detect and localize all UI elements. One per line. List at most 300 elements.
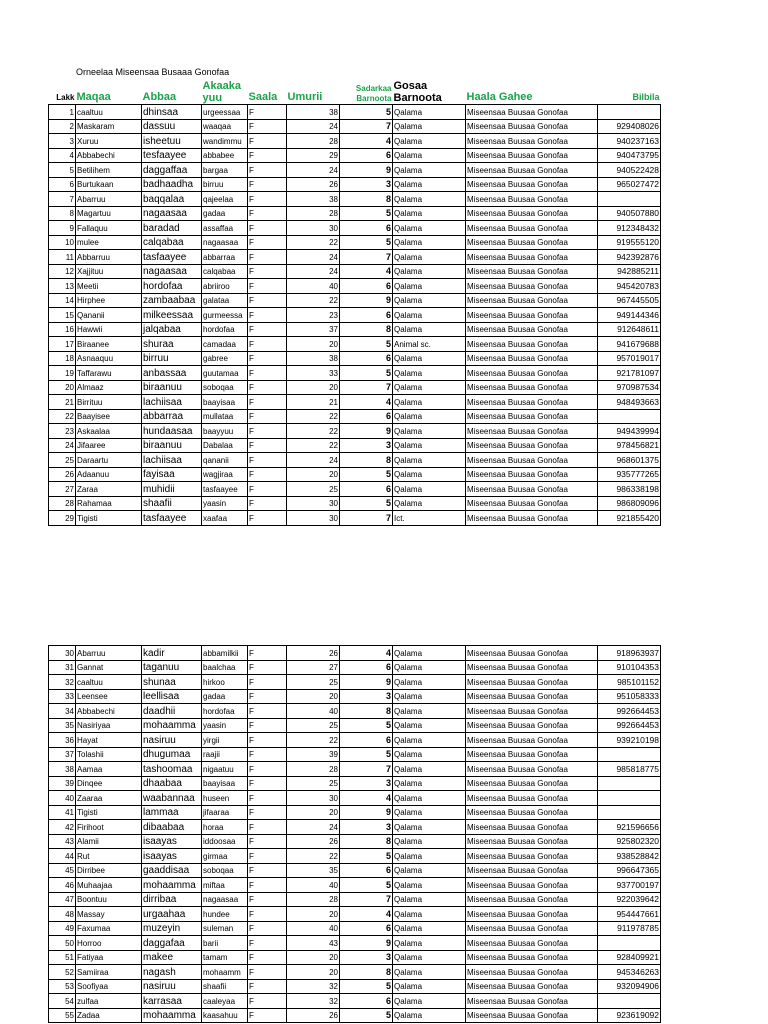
cell-name: Alamii — [76, 834, 142, 849]
cell-grandfather-name: guutamaa — [202, 366, 248, 381]
cell-age: 40 — [287, 279, 340, 294]
cell-education-type: Qalama — [393, 279, 466, 294]
cell-phone-number — [598, 805, 661, 820]
cell-phone-number: 967445505 — [598, 293, 661, 308]
cell-education-type: Qalama — [393, 878, 466, 893]
cell-sex: F — [248, 409, 287, 424]
cell-phone-number: 970987534 — [598, 380, 661, 395]
cell-phone-number: 925802320 — [598, 834, 661, 849]
cell-phone-number: 940522428 — [598, 163, 661, 178]
cell-membership-status: Miseensaa Buusaa Gonofaa — [466, 134, 598, 149]
cell-grandfather-name: raajii — [202, 747, 248, 762]
cell-membership-status: Miseensaa Buusaa Gonofaa — [466, 863, 598, 878]
table-row — [49, 322, 661, 337]
table-row — [49, 279, 661, 294]
cell-grandfather-name: abbarraa — [202, 250, 248, 265]
cell-sex: F — [248, 482, 287, 497]
table-row — [49, 834, 661, 849]
cell-age: 26 — [287, 834, 340, 849]
cell-age: 24 — [287, 163, 340, 178]
cell-grandfather-name: Dabalaa — [202, 438, 248, 453]
header-akaaka: Akaaka yuu — [202, 80, 242, 104]
cell-phone-number: 945420783 — [598, 279, 661, 294]
cell-sex: F — [248, 105, 287, 120]
cell-grandfather-name: soboqaa — [202, 863, 248, 878]
cell-name: Firihoot — [76, 820, 142, 835]
cell-sex: F — [248, 718, 287, 733]
cell-phone-number: 923619092 — [598, 1008, 661, 1023]
cell-phone-number: 954447661 — [598, 907, 661, 922]
cell-membership-status: Miseensaa Buusaa Gonofaa — [466, 177, 598, 192]
cell-name: Betilihem — [76, 163, 142, 178]
header-umurii: Umurii — [287, 91, 323, 103]
cell-phone-number: 949144346 — [598, 308, 661, 323]
cell-phone-number — [598, 409, 661, 424]
cell-father-name: dhugumaa — [142, 747, 202, 762]
cell-name: Biraanee — [76, 337, 142, 352]
cell-grade-level: 6 — [340, 994, 393, 1009]
cell-grandfather-name: nagaasaa — [202, 892, 248, 907]
cell-row-number: 39 — [49, 776, 76, 791]
cell-sex: F — [248, 293, 287, 308]
cell-name: Tigisti — [76, 511, 142, 526]
cell-row-number: 45 — [49, 863, 76, 878]
cell-grade-level: 4 — [340, 791, 393, 806]
table-row — [49, 163, 661, 178]
cell-name: Nasiriyaa — [76, 718, 142, 733]
cell-name: Rut — [76, 849, 142, 864]
cell-row-number: 11 — [49, 250, 76, 265]
cell-membership-status: Miseensaa Buusaa Gonofaa — [466, 834, 598, 849]
cell-father-name: lammaa — [142, 805, 202, 820]
cell-sex: F — [248, 163, 287, 178]
cell-education-type: Qalama — [393, 148, 466, 163]
cell-row-number: 31 — [49, 660, 76, 675]
cell-grandfather-name: tamam — [202, 950, 248, 965]
cell-father-name: isheetuu — [142, 134, 202, 149]
table-row — [49, 950, 661, 965]
cell-grade-level: 5 — [340, 878, 393, 893]
table-row — [49, 482, 661, 497]
table-row — [49, 235, 661, 250]
cell-sex: F — [248, 380, 287, 395]
cell-grandfather-name: yaasin — [202, 718, 248, 733]
table-row — [49, 105, 661, 120]
cell-father-name: tesfaayee — [142, 148, 202, 163]
cell-grandfather-name: suleman — [202, 921, 248, 936]
cell-father-name: tasfaayee — [142, 511, 202, 526]
table-row — [49, 762, 661, 777]
cell-grandfather-name: hordofaa — [202, 704, 248, 719]
table-row — [49, 646, 661, 661]
cell-age: 20 — [287, 805, 340, 820]
cell-education-type: Ict. — [393, 511, 466, 526]
cell-age: 22 — [287, 409, 340, 424]
cell-sex: F — [248, 192, 287, 207]
cell-age: 28 — [287, 892, 340, 907]
table-row — [49, 878, 661, 893]
cell-father-name: shaafii — [142, 496, 202, 511]
cell-name: Hawwii — [76, 322, 142, 337]
cell-name: Horroo — [76, 936, 142, 951]
document-title: Orneelaa Miseensaa Busaaa Gonofaa — [76, 67, 230, 77]
cell-father-name: dhinsaa — [142, 105, 202, 120]
cell-education-type: Qalama — [393, 762, 466, 777]
cell-row-number: 43 — [49, 834, 76, 849]
cell-grandfather-name: kaasahuu — [202, 1008, 248, 1023]
cell-education-type: Qalama — [393, 907, 466, 922]
cell-education-type: Qalama — [393, 675, 466, 690]
cell-name: Askaalaa — [76, 424, 142, 439]
cell-row-number: 16 — [49, 322, 76, 337]
cell-phone-number: 985101152 — [598, 675, 661, 690]
cell-row-number: 51 — [49, 950, 76, 965]
cell-phone-number — [598, 105, 661, 120]
cell-education-type: Qalama — [393, 849, 466, 864]
cell-name: Adaanuu — [76, 467, 142, 482]
cell-phone-number: 985818775 — [598, 762, 661, 777]
cell-grandfather-name: yirgii — [202, 733, 248, 748]
cell-grandfather-name: baayyuu — [202, 424, 248, 439]
cell-age: 22 — [287, 235, 340, 250]
cell-row-number: 8 — [49, 206, 76, 221]
cell-row-number: 48 — [49, 907, 76, 922]
cell-membership-status: Miseensaa Buusaa Gonofaa — [466, 221, 598, 236]
cell-row-number: 35 — [49, 718, 76, 733]
cell-grade-level: 7 — [340, 762, 393, 777]
cell-education-type: Qalama — [393, 467, 466, 482]
cell-row-number: 28 — [49, 496, 76, 511]
cell-name: Tolashii — [76, 747, 142, 762]
cell-education-type: Qalama — [393, 177, 466, 192]
cell-age: 40 — [287, 704, 340, 719]
cell-age: 20 — [287, 907, 340, 922]
cell-grandfather-name: abbamilkii — [202, 646, 248, 661]
table-row — [49, 805, 661, 820]
table-row — [49, 979, 661, 994]
cell-name: Tigisti — [76, 805, 142, 820]
cell-sex: F — [248, 148, 287, 163]
cell-name: Samiiraa — [76, 965, 142, 980]
cell-grade-level: 7 — [340, 511, 393, 526]
cell-sex: F — [248, 366, 287, 381]
cell-row-number: 38 — [49, 762, 76, 777]
cell-name: Boontuu — [76, 892, 142, 907]
cell-name: Xajjituu — [76, 264, 142, 279]
cell-name: Soofiyaa — [76, 979, 142, 994]
cell-education-type: Qalama — [393, 704, 466, 719]
cell-grade-level: 7 — [340, 380, 393, 395]
cell-sex: F — [248, 1008, 287, 1023]
cell-grade-level: 9 — [340, 424, 393, 439]
cell-education-type: Qalama — [393, 221, 466, 236]
cell-grade-level: 4 — [340, 264, 393, 279]
cell-age: 24 — [287, 250, 340, 265]
cell-row-number: 27 — [49, 482, 76, 497]
cell-row-number: 7 — [49, 192, 76, 207]
cell-name: Birrituu — [76, 395, 142, 410]
cell-grade-level: 5 — [340, 718, 393, 733]
table-row — [49, 496, 661, 511]
cell-father-name: isaayas — [142, 834, 202, 849]
cell-membership-status: Miseensaa Buusaa Gonofaa — [466, 424, 598, 439]
cell-membership-status: Miseensaa Buusaa Gonofaa — [466, 337, 598, 352]
cell-phone-number: 928409921 — [598, 950, 661, 965]
header-saala: Saala — [248, 91, 278, 103]
cell-grandfather-name: jifaaraa — [202, 805, 248, 820]
cell-father-name: leellisaa — [142, 689, 202, 704]
cell-grade-level: 4 — [340, 395, 393, 410]
cell-age: 21 — [287, 395, 340, 410]
cell-grade-level: 7 — [340, 119, 393, 134]
cell-membership-status: Miseensaa Buusaa Gonofaa — [466, 849, 598, 864]
cell-age: 22 — [287, 733, 340, 748]
table-row — [49, 453, 661, 468]
cell-grandfather-name: assaffaa — [202, 221, 248, 236]
cell-grandfather-name: waaqaa — [202, 119, 248, 134]
cell-father-name: abbarraa — [142, 409, 202, 424]
cell-age: 32 — [287, 979, 340, 994]
cell-sex: F — [248, 689, 287, 704]
cell-sex: F — [248, 221, 287, 236]
header-abbaa: Abbaa — [142, 91, 177, 103]
table-row — [49, 192, 661, 207]
cell-education-type: Qalama — [393, 646, 466, 661]
cell-membership-status: Miseensaa Buusaa Gonofaa — [466, 733, 598, 748]
cell-row-number: 17 — [49, 337, 76, 352]
cell-grade-level: 6 — [340, 351, 393, 366]
cell-age: 26 — [287, 646, 340, 661]
cell-row-number: 42 — [49, 820, 76, 835]
cell-age: 25 — [287, 776, 340, 791]
cell-row-number: 15 — [49, 308, 76, 323]
header-maqaa: Maqaa — [76, 91, 111, 103]
cell-membership-status: Miseensaa Buusaa Gonofaa — [466, 936, 598, 951]
cell-father-name: mohaamma — [142, 1008, 202, 1023]
cell-name: Leensee — [76, 689, 142, 704]
cell-phone-number: 996647365 — [598, 863, 661, 878]
cell-sex: F — [248, 878, 287, 893]
cell-age: 38 — [287, 105, 340, 120]
cell-father-name: urgaahaa — [142, 907, 202, 922]
cell-grade-level: 8 — [340, 453, 393, 468]
cell-grade-level: 8 — [340, 704, 393, 719]
cell-row-number: 3 — [49, 134, 76, 149]
cell-education-type: Qalama — [393, 235, 466, 250]
cell-father-name: lachiisaa — [142, 395, 202, 410]
cell-sex: F — [248, 279, 287, 294]
header-lakk: Lakk — [56, 93, 75, 102]
cell-sex: F — [248, 994, 287, 1009]
cell-membership-status: Miseensaa Buusaa Gonofaa — [466, 660, 598, 675]
cell-phone-number: 948493663 — [598, 395, 661, 410]
cell-sex: F — [248, 921, 287, 936]
cell-grade-level: 4 — [340, 907, 393, 922]
cell-education-type: Qalama — [393, 438, 466, 453]
cell-sex: F — [248, 675, 287, 690]
cell-membership-status: Miseensaa Buusaa Gonofaa — [466, 293, 598, 308]
cell-father-name: dassuu — [142, 119, 202, 134]
cell-name: Zaaraa — [76, 791, 142, 806]
cell-grade-level: 3 — [340, 950, 393, 965]
header-row — [49, 80, 661, 105]
cell-row-number: 5 — [49, 163, 76, 178]
cell-phone-number: 921855420 — [598, 511, 661, 526]
cell-education-type: Qalama — [393, 965, 466, 980]
cell-row-number: 2 — [49, 119, 76, 134]
cell-father-name: tasfaayee — [142, 250, 202, 265]
cell-membership-status: Miseensaa Buusaa Gonofaa — [466, 148, 598, 163]
cell-grandfather-name: mohaamm — [202, 965, 248, 980]
cell-father-name: muhidii — [142, 482, 202, 497]
cell-father-name: isaayas — [142, 849, 202, 864]
cell-row-number: 20 — [49, 380, 76, 395]
cell-grade-level: 5 — [340, 467, 393, 482]
cell-age: 23 — [287, 308, 340, 323]
cell-grandfather-name: baalchaa — [202, 660, 248, 675]
cell-name: Abarruu — [76, 646, 142, 661]
cell-sex: F — [248, 965, 287, 980]
cell-grandfather-name: baayisaa — [202, 395, 248, 410]
table-row — [49, 148, 661, 163]
table-row — [49, 689, 661, 704]
cell-sex: F — [248, 704, 287, 719]
cell-membership-status: Miseensaa Buusaa Gonofaa — [466, 950, 598, 965]
cell-age: 20 — [287, 380, 340, 395]
cell-row-number: 24 — [49, 438, 76, 453]
cell-education-type: Qalama — [393, 733, 466, 748]
cell-membership-status: Miseensaa Buusaa Gonofaa — [466, 308, 598, 323]
header-haala: Haala Gahee — [466, 91, 533, 103]
table-row — [49, 337, 661, 352]
cell-sex: F — [248, 395, 287, 410]
cell-membership-status: Miseensaa Buusaa Gonofaa — [466, 496, 598, 511]
cell-phone-number — [598, 791, 661, 806]
cell-sex: F — [248, 250, 287, 265]
cell-phone-number — [598, 776, 661, 791]
cell-education-type: Qalama — [393, 134, 466, 149]
table-row — [49, 134, 661, 149]
cell-sex: F — [248, 907, 287, 922]
cell-age: 22 — [287, 424, 340, 439]
cell-grandfather-name: camadaa — [202, 337, 248, 352]
cell-sex: F — [248, 496, 287, 511]
cell-row-number: 34 — [49, 704, 76, 719]
cell-age: 30 — [287, 496, 340, 511]
cell-grandfather-name: gadaa — [202, 689, 248, 704]
header-sadarkaa: Sadarkaa Barnoota — [355, 84, 392, 103]
cell-grade-level: 6 — [340, 279, 393, 294]
cell-father-name: nagaasaa — [142, 264, 202, 279]
cell-education-type: Qalama — [393, 351, 466, 366]
cell-education-type: Qalama — [393, 747, 466, 762]
cell-sex: F — [248, 177, 287, 192]
cell-name: Maskaram — [76, 119, 142, 134]
cell-row-number: 18 — [49, 351, 76, 366]
cell-sex: F — [248, 820, 287, 835]
cell-grandfather-name: nagaasaa — [202, 235, 248, 250]
cell-sex: F — [248, 424, 287, 439]
cell-phone-number: 929408026 — [598, 119, 661, 134]
cell-age: 38 — [287, 192, 340, 207]
cell-name: Magartuu — [76, 206, 142, 221]
roster-table-1 — [48, 80, 661, 526]
cell-name: Almaaz — [76, 380, 142, 395]
cell-education-type: Qalama — [393, 453, 466, 468]
cell-membership-status: Miseensaa Buusaa Gonofaa — [466, 279, 598, 294]
cell-grade-level: 9 — [340, 293, 393, 308]
cell-father-name: karrasaa — [142, 994, 202, 1009]
cell-phone-number: 992664453 — [598, 704, 661, 719]
cell-membership-status: Miseensaa Buusaa Gonofaa — [466, 965, 598, 980]
cell-father-name: lachiisaa — [142, 453, 202, 468]
cell-education-type: Qalama — [393, 776, 466, 791]
cell-grandfather-name: calqabaa — [202, 264, 248, 279]
cell-education-type: Qalama — [393, 293, 466, 308]
cell-age: 25 — [287, 718, 340, 733]
cell-age: 22 — [287, 849, 340, 864]
cell-age: 24 — [287, 820, 340, 835]
cell-education-type: Qalama — [393, 660, 466, 675]
cell-grandfather-name: mullataa — [202, 409, 248, 424]
cell-sex: F — [248, 834, 287, 849]
cell-phone-number: 921781097 — [598, 366, 661, 381]
cell-sex: F — [248, 979, 287, 994]
cell-row-number: 9 — [49, 221, 76, 236]
cell-sex: F — [248, 308, 287, 323]
cell-father-name: hundaasaa — [142, 424, 202, 439]
table-row — [49, 892, 661, 907]
cell-name: Hayat — [76, 733, 142, 748]
cell-row-number: 44 — [49, 849, 76, 864]
table-row — [49, 704, 661, 719]
cell-membership-status: Miseensaa Buusaa Gonofaa — [466, 675, 598, 690]
cell-grade-level: 5 — [340, 1008, 393, 1023]
cell-phone-number: 986809096 — [598, 496, 661, 511]
cell-phone-number: 945346263 — [598, 965, 661, 980]
cell-education-type: Qalama — [393, 192, 466, 207]
cell-age: 20 — [287, 950, 340, 965]
cell-sex: F — [248, 438, 287, 453]
cell-education-type: Qalama — [393, 308, 466, 323]
cell-sex: F — [248, 660, 287, 675]
cell-membership-status: Miseensaa Buusaa Gonofaa — [466, 718, 598, 733]
header-bilbila: Bilbila — [632, 92, 660, 102]
table-row — [49, 424, 661, 439]
cell-name: Abarruu — [76, 192, 142, 207]
cell-education-type: Qalama — [393, 950, 466, 965]
cell-row-number: 10 — [49, 235, 76, 250]
cell-age: 39 — [287, 747, 340, 762]
cell-father-name: dirribaa — [142, 892, 202, 907]
cell-education-type: Qalama — [393, 366, 466, 381]
cell-age: 29 — [287, 148, 340, 163]
cell-grandfather-name: hundee — [202, 907, 248, 922]
cell-grade-level: 8 — [340, 965, 393, 980]
cell-grandfather-name: hordofaa — [202, 322, 248, 337]
cell-father-name: taganuu — [142, 660, 202, 675]
cell-grandfather-name: baayisaa — [202, 776, 248, 791]
cell-grade-level: 9 — [340, 936, 393, 951]
table-row — [49, 747, 661, 762]
table-row — [49, 467, 661, 482]
cell-phone-number: 932094906 — [598, 979, 661, 994]
table-row — [49, 849, 661, 864]
cell-name: Muhaajaa — [76, 878, 142, 893]
cell-grade-level: 8 — [340, 192, 393, 207]
cell-sex: F — [248, 950, 287, 965]
cell-age: 22 — [287, 438, 340, 453]
